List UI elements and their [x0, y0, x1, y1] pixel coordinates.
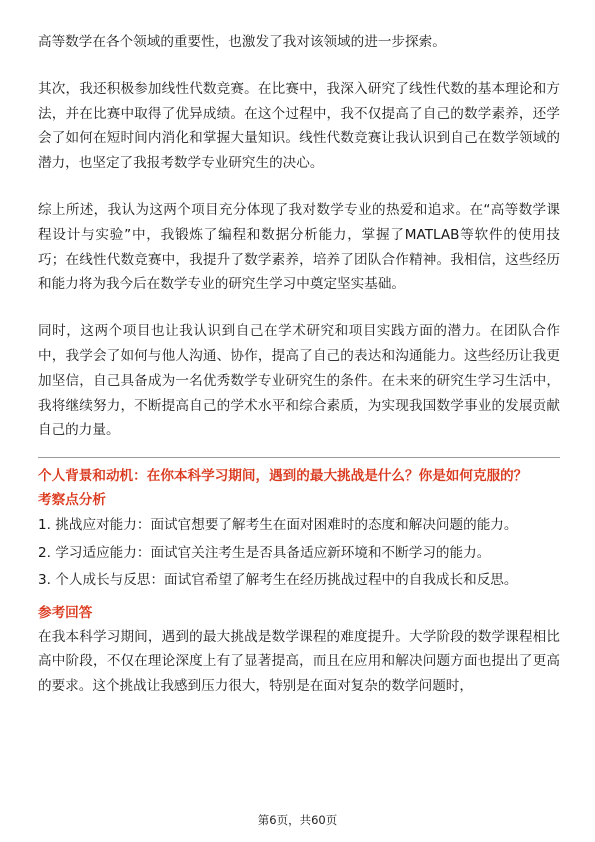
answer-text: 在我本科学习期间，遇到的最大挑战是数学课程的难度提升。大学阶段的数学课程相比高中阶段，不仅在理论深度上有了显著提高，而且在应用和解决问题方面也提出了更高的要求。这个挑战让我感到压力很大，特别是在面对复杂的数学问题时，	[38, 628, 560, 695]
analysis-point: 2. 学习适应能力：面试官关注考生是否具备适应新环境和不断学习的能力。	[38, 544, 491, 561]
page-number-footer: 第6页，共60页	[257, 813, 338, 827]
paragraph-intro-continuation: 高等数学在各个领域的重要性，也激发了我对该领域的进一步探索。	[38, 34, 446, 50]
paragraph-potential: 同时，这两个项目也让我认识到自己在学术研究和项目实践方面的潜力。在团队合作中，我学会了如何与他人沟通、协作，提高了自己的表达和沟通能力。这些经历让我更加坚信，自己具备成为一名优秀数学专业研究生的条件。在未来的研究生学习生活中，我将继续努力，不断提高自己的学术水平和综合素质，为实现我国数学事业的发展贡献自己的力量。	[38, 323, 560, 439]
answer-heading: 参考回答	[38, 604, 93, 621]
analysis-point: 3. 个人成长与反思：面试官希望了解考生在经历挑战过程中的自我成长和反思。	[38, 572, 518, 589]
section-divider	[38, 457, 560, 458]
paragraph-linear-algebra-competition: 其次，我还积极参加线性代数竞赛。在比赛中，我深入研究了线性代数的基本理论和方法，并在比赛中取得了优异成绩。在这个过程中，我不仅提高了自己的数学素养，还学会了如何在短时间内消化和掌握大量知识。线性代数竞赛让我认识到自己在数学领域的潜力，也坚定了我报考数学专业研究生的决心。	[38, 80, 560, 172]
analysis-point: 1. 挑战应对能力：面试官想要了解考生在面对困难时的态度和解决问题的能力。	[38, 517, 518, 534]
paragraph-summary: 综上所述，我认为这两个项目充分体现了我对数学专业的热爱和追求。在“高等数学课程设计与实验”中，我锻炼了编程和数据分析能力，掌握了MATLAB等软件的使用技巧；在线性代数竞赛中，我提升了数学素养，培养了团队合作精神。我相信，这些经历和能力将为我今后在数学专业的研究生学习中奠定坚实基础。	[38, 201, 560, 293]
document-page	[38, 30, 560, 699]
interview-question: 个人背景和动机：在你本科学习期间，遇到的最大挑战是什么？你是如何克服的？	[38, 468, 528, 485]
analysis-heading: 考察点分析	[38, 492, 106, 509]
